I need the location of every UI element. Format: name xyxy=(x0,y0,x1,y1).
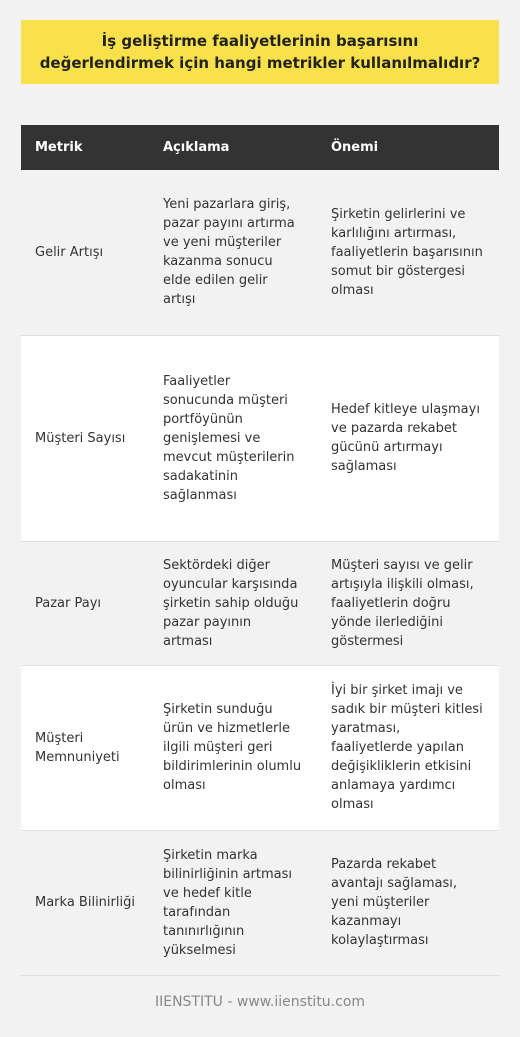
table-row xyxy=(21,830,499,975)
description-cell: Sektördeki diğer oyuncular karşısında şirketin sahip olduğu pazar payının artması xyxy=(149,541,317,665)
column-header-description: Açıklama xyxy=(149,125,317,170)
metric-cell: Pazar Payı xyxy=(21,541,149,665)
description-cell: Şirketin sunduğu ürün ve hizmetlerle ilgili müşteri geri bildirimlerinin olumlu olması xyxy=(149,665,317,830)
importance-cell: İyi bir şirket imajı ve sadık bir müşteri kitlesi yaratması, faaliyetlerde yapılan değişikliklerin etkisini anlamaya yardımcı olması xyxy=(317,665,499,830)
description-cell: Şirketin marka bilinirliğinin artması ve hedef kitle tarafından tanınırlığının yükselmesi xyxy=(149,830,317,975)
table-row xyxy=(21,541,499,665)
metric-cell: Gelir Artışı xyxy=(21,170,149,335)
metric-cell: Marka Bilinirliği xyxy=(21,830,149,975)
column-header-metric: Metrik xyxy=(21,125,149,170)
table-header-row xyxy=(21,125,499,170)
column-header-importance: Önemi xyxy=(317,125,499,170)
importance-cell: Müşteri sayısı ve gelir artışıyla ilişkili olması, faaliyetlerin doğru yönde ilerlediğini göstermesi xyxy=(317,541,499,665)
page-title: İş geliştirme faaliyetlerinin başarısını değerlendirmek için hangi metrikler kullanılmalıdır? xyxy=(39,32,481,72)
importance-cell: Şirketin gelirlerini ve karlılığını artırması, faaliyetlerin başarısının somut bir göstergesi olması xyxy=(317,170,499,335)
importance-cell: Hedef kitleye ulaşmayı ve pazarda rekabet gücünü artırmayı sağlaması xyxy=(317,335,499,541)
metric-cell: Müşteri Sayısı xyxy=(21,335,149,541)
footer-credit: IIENSTITU - www.iienstitu.com xyxy=(154,994,366,1010)
table-row xyxy=(21,170,499,335)
description-cell: Yeni pazarlara giriş, pazar payını artırma ve yeni müşteriler kazanma sonucu elde edilen gelir artışı xyxy=(149,170,317,335)
importance-cell: Pazarda rekabet avantajı sağlaması, yeni müşteriler kazanmayı kolaylaştırması xyxy=(317,830,499,975)
title-banner xyxy=(21,20,499,84)
table-row xyxy=(21,665,499,830)
metric-cell: Müşteri Memnuniyeti xyxy=(21,665,149,830)
table-row xyxy=(21,335,499,541)
description-cell: Faaliyetler sonucunda müşteri portföyünün genişlemesi ve mevcut müşterilerin sadakatinin sağlanması xyxy=(149,335,317,541)
metrics-table xyxy=(21,125,499,976)
